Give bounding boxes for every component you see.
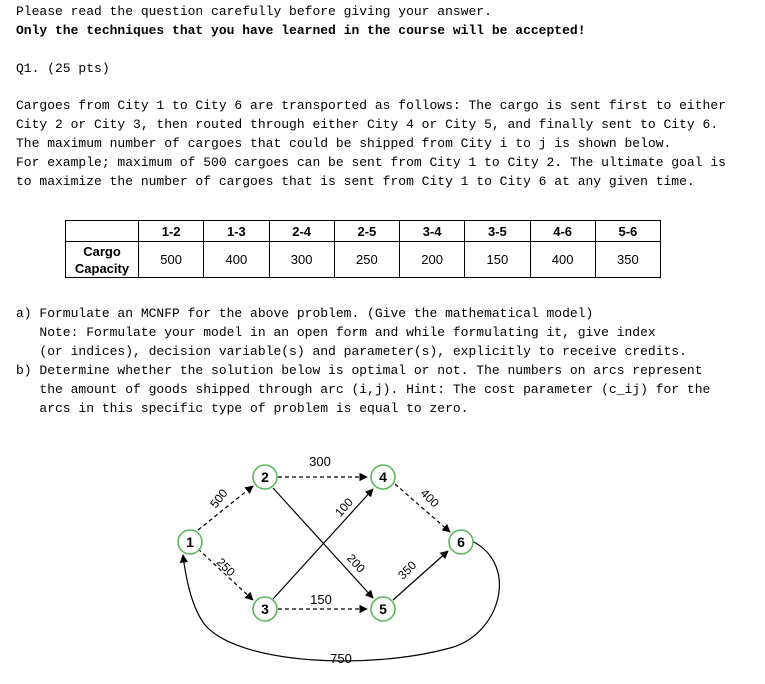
node-1 [178,530,202,554]
question-title: Q1. (25 pts) [16,61,110,76]
intro-line-2: Only the techniques that you have learned in the course will be accepted! [16,23,586,38]
capacity-table [65,220,661,278]
node-5 [371,597,395,621]
table-corner-cell [66,221,139,242]
table-column-header: 5-6 [595,221,660,242]
table-cell: 500 [139,242,204,278]
table-column-header: 1-2 [139,221,204,242]
table-cell: 350 [595,242,660,278]
paragraph-line: For example; maximum of 500 cargoes can be sent from City 1 to City 2. The ultimate goal is [16,155,726,170]
node-label: 6 [457,534,465,550]
node-label: 4 [379,469,387,485]
table-column-header: 4-6 [530,221,595,242]
part-a-line: (or indices), decision variable(s) and parameter(s), explicitly to receive credits. [16,344,687,359]
table-column-header: 3-5 [465,221,530,242]
node-label: 3 [261,601,269,617]
node-3 [253,597,277,621]
arc-label-2-5: 200 [344,551,368,576]
node-label: 5 [379,601,387,617]
table-header-row [66,221,661,242]
table-cell: 400 [530,242,595,278]
node-label: 1 [186,534,194,550]
paragraph-line: The maximum number of cargoes that could be shipped from City i to j is shown below. [16,136,672,151]
paragraph-line: to maximize the number of cargoes that is sent from City 1 to City 6 at any given time. [16,174,695,189]
arc-label-4-6: 400 [417,486,442,511]
table-cell: 250 [334,242,399,278]
table-cell: 150 [465,242,530,278]
node-label: 2 [261,469,269,485]
node-6 [449,530,473,554]
table-cell: 300 [269,242,334,278]
part-b-line: arcs in this specific type of problem is equal to zero. [16,401,469,416]
part-a-line: a) Formulate an MCNFP for the above problem. (Give the mathematical model) [16,306,594,321]
table-column-header: 2-4 [269,221,334,242]
table-cell: 200 [400,242,465,278]
table-column-header: 2-5 [334,221,399,242]
table-cell: 400 [204,242,269,278]
network-diagram [0,440,765,684]
paragraph-line: City 2 or City 3, then routed through either City 4 or City 5, and finally sent to City 6. [16,117,719,132]
arc-label-3-4: 100 [332,495,356,520]
arc-label-3-5: 150 [310,592,332,607]
paragraph-line: Cargoes from City 1 to City 6 are transported as follows: The cargo is sent first to either [16,98,726,113]
part-b-line: b) Determine whether the solution below is optimal or not. The numbers on arcs represent [16,363,703,378]
arc-label-5-6: 350 [395,558,420,583]
table-row-header [66,242,139,278]
node-2 [253,465,277,489]
node-4 [371,465,395,489]
arc-6-1 [183,541,499,661]
arc-2-5 [273,488,373,598]
part-b-line: the amount of goods shipped through arc (i,j). Hint: The cost parameter (c_ij) for the [16,382,711,397]
arc-label-2-4: 300 [309,454,331,469]
arc-label-6-1: 750 [330,651,352,666]
arc-label-1-2: 500 [207,486,231,511]
row-header-line-2: Capacity [74,260,130,276]
arc-3-4 [273,489,373,599]
part-a-line: Note: Formulate your model in an open form and while formulating it, give index [16,325,656,340]
row-header-line-1: Cargo [83,243,121,259]
arc-label-1-3: 250 [213,555,238,580]
table-column-header: 3-4 [400,221,465,242]
table-column-header: 1-3 [204,221,269,242]
intro-line-1: Please read the question carefully before giving your answer. [16,4,492,19]
table-row [66,242,661,278]
